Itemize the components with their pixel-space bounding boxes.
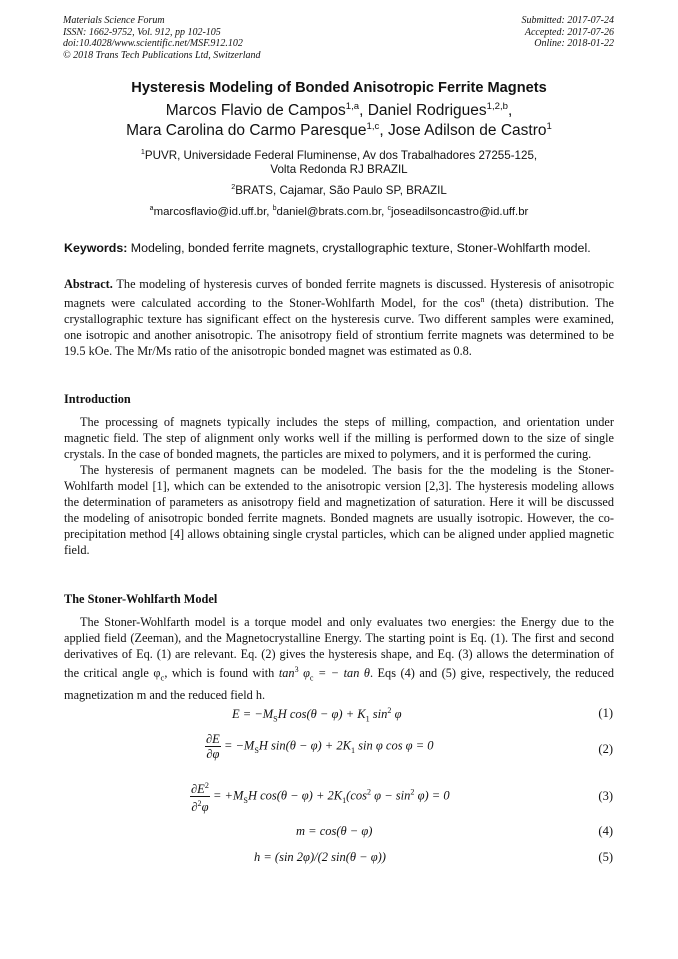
abstract-text: (theta) distribution. The crystallographic texture has significant effect on the hysteresis curve. Two different samples were examined, one isotropic and another anisotropic. The anisotropy field of strontium ferrite magnets was determined to be 19.5 kOe. The Mr/Ms ratio of the anisotropic bonded magnet was estimated as 0.8. bbox=[64, 296, 614, 359]
journal-header bbox=[63, 15, 261, 61]
section-heading-introduction: Introduction bbox=[64, 392, 131, 406]
author-affiliation-mark: 1,a bbox=[345, 100, 360, 112]
abstract-superscript: n bbox=[480, 295, 485, 304]
email-mark: b bbox=[272, 205, 277, 213]
email: marcosflavio@id.uff.br, bbox=[153, 206, 273, 218]
author-emails bbox=[0, 206, 678, 218]
section-heading-stoner-wohlfarth: The Stoner-Wohlfarth Model bbox=[64, 592, 218, 606]
paragraph-text: . Eqs (4) and (5) give, respectively, the reduced magnetization m and the reduced field h. bbox=[64, 666, 614, 702]
author-affiliation-mark: 1,2,b bbox=[486, 100, 508, 112]
equation-number: (3) bbox=[598, 789, 613, 803]
affiliation-1 bbox=[0, 149, 678, 177]
paper-title: Hysteresis Modeling of Bonded Anisotropic Ferrite Magnets bbox=[131, 80, 547, 96]
journal-name: Materials Science Forum bbox=[63, 15, 165, 26]
author-affiliation-mark: 1 bbox=[546, 120, 552, 132]
paragraph: The hysteresis of permanent magnets can be modeled. The basis for the the modeling is the Stoner-Wohlfarth model [1], which can be extended to the anisotropic version [2,3]. The hysteresis modeling allows the determination of parameters as anisotropy field and magnetization of saturation. Here it will be discussed the modeling of anisotropic bonded ferrite magnets. Bonded magnets are usually isotropic. However, the co-precipitation method [4] allows obtaining single crystal particles, which can be aligned under applied magnetic field. bbox=[64, 463, 614, 557]
affiliation-text: Volta Redonda RJ BRAZIL bbox=[270, 163, 408, 176]
email-mark: a bbox=[149, 205, 154, 213]
abstract bbox=[64, 276, 614, 359]
keywords-label: Keywords: bbox=[64, 241, 128, 255]
equation-number: (2) bbox=[598, 742, 613, 756]
equation-number: (1) bbox=[598, 706, 613, 720]
doi-line: doi:10.4028/www.scientific.net/MSF.912.102 bbox=[63, 38, 243, 49]
abstract-text: The modeling of hysteresis curves of bonded ferrite magnets is discussed. Hysteresis of anisotropic magnets were calculated according to the Stoner-Wohlfarth Model, for the cos bbox=[64, 277, 614, 311]
issn-line: ISSN: 1662-9752, Vol. 912, pp 102-105 bbox=[63, 26, 221, 38]
paragraph-text: The Stoner-Wohlfarth model is a torque model and only evaluates two energies: the Energy due to the applied field (Zeeman), and the Magnetocrystalline Energy. The starting point is Eq. (1). The first and second derivatives of Eq. (1) are relevant. Eq. (2) gives the hysteresis shape, and Eq. (3) allows the determination of the critical angle φ bbox=[64, 615, 614, 681]
inline-equation: $\tan^3 \varphi_c$ = − tan θ bbox=[278, 665, 370, 683]
affiliation-2 bbox=[0, 184, 678, 198]
keywords bbox=[64, 241, 624, 255]
author-name: Mara Carolina do Carmo Paresque bbox=[126, 122, 367, 139]
affiliation-text: PUVR, Universidade Federal Fluminense, Av dos Trabalhadores 27255-125, bbox=[144, 149, 538, 162]
subscript: c bbox=[160, 672, 165, 683]
email-mark: c bbox=[387, 205, 391, 213]
dates-header bbox=[522, 15, 615, 50]
abstract-label: Abstract. bbox=[64, 277, 113, 291]
author-name: Jose Adilson de Castro bbox=[387, 122, 547, 139]
accepted-date: Accepted: 2017-07-26 bbox=[524, 26, 614, 38]
keywords-text: Modeling, bonded ferrite magnets, crystallographic texture, Stoner-Wohlfarth model. bbox=[127, 241, 591, 255]
submitted-date: Submitted: 2017-07-24 bbox=[521, 15, 614, 26]
email: daniel@brats.com.br, bbox=[276, 206, 388, 218]
introduction-body bbox=[64, 414, 614, 558]
paragraph-text: , which is found with bbox=[164, 666, 279, 681]
paragraph: The processing of magnets typically includes the steps of milling, compaction, and orientation under magnetic field. The step of alignment only works well if the milling is performed down to the size of single crystals. In the case of bonded magnets, the particles are mixed to polymers, and it is performed the curing. bbox=[64, 415, 614, 461]
affiliation-mark: 2 bbox=[231, 182, 236, 192]
equation-number: (4) bbox=[598, 824, 613, 838]
email: joseadilsoncastro@id.uff.br bbox=[390, 206, 529, 218]
author-name: Marcos Flavio de Campos bbox=[165, 102, 346, 119]
stoner-body bbox=[64, 614, 614, 703]
equation-number: (5) bbox=[598, 850, 613, 864]
copyright-line: © 2018 Trans Tech Publications Ltd, Switzerland bbox=[63, 49, 261, 61]
author-affiliation-mark: 1,c bbox=[366, 120, 380, 132]
author-name: Daniel Rodrigues bbox=[367, 102, 487, 119]
author-list: Marcos Flavio de Campos$^{1,a}$, Daniel Rodrigues$^{1,2,b}$, Mara Carolina do Carmo Paresque$^{1,c}$, Jose Adilson de Castro$^1$ bbox=[126, 100, 552, 139]
online-date: Online: 2018-01-22 bbox=[534, 38, 614, 49]
affiliation-mark: 1 bbox=[140, 147, 145, 157]
affiliation-text: BRATS, Cajamar, São Paulo SP, BRAZIL bbox=[235, 184, 447, 197]
